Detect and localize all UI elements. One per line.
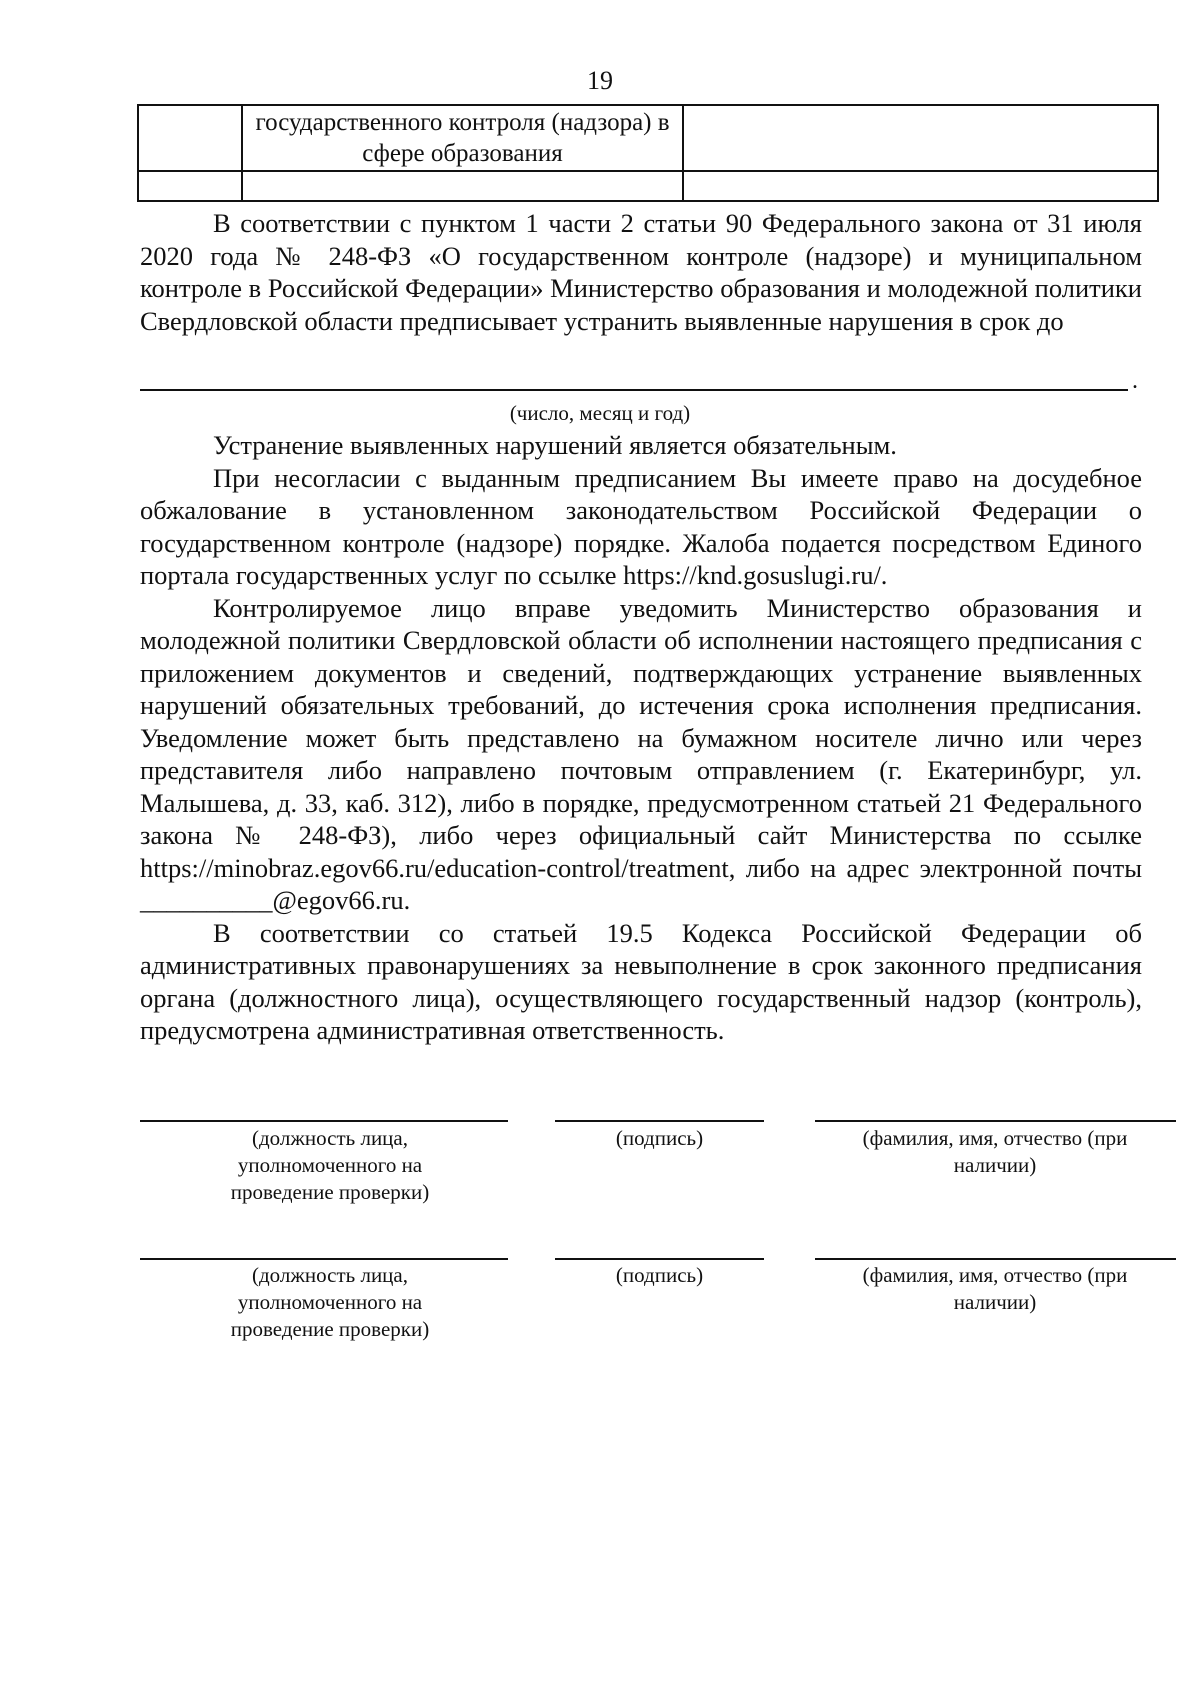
signature-line-sign: [555, 1258, 764, 1260]
signature-sign-label: (подпись): [615, 1263, 704, 1287]
paragraph-3: При несогласии с выданным предписанием Вы имеете право на досудебное обжалование в установленном законодательством Российской Федерации о государственном контроле (надзоре) порядке. Жалоба подается посредством Единого портала государственных услуг по ссылке https://knd.gosuslugi.ru/.: [140, 462, 1142, 590]
paragraph-5: В соответствии со статьей 19.5 Кодекса Российской Федерации об административных правонарушениях за невыполнение в срок законного предписания органа (должностного лица), осуществляющего государственный надзор (контроль), предусмотрена административная ответственность.: [140, 917, 1142, 1045]
paragraph-order: [140, 207, 1142, 337]
header-table: [137, 104, 1159, 202]
signature-position-label: (должность лица, уполномоченного на проведение проверки): [230, 1263, 430, 1341]
date-hint: (число, месяц и год): [509, 401, 691, 425]
table-cell-control-type: государственного контроля (надзора) в сфере образования: [242, 105, 683, 171]
table-cell: [242, 171, 683, 201]
table-cell: [138, 171, 242, 201]
table-cell: [683, 105, 1158, 171]
signature-sign-label: (подпись): [615, 1126, 704, 1150]
table-row: [138, 171, 1158, 201]
table-cell: [138, 105, 242, 171]
date-line-end: .: [1132, 368, 1138, 394]
paragraph-block: [140, 429, 1142, 1047]
table-cell: [683, 171, 1158, 201]
signature-line-sign: [555, 1120, 764, 1122]
signature-line-position: [140, 1120, 508, 1122]
table-row: [138, 105, 1158, 171]
page-number: 19: [587, 66, 613, 95]
paragraph-1: В соответствии с пунктом 1 части 2 статьи 90 Федерального закона от 31 июля 2020 года № 248-ФЗ «О государственном контроле (надзоре) и муниципальном контроле в Российской Федерации» Министерство образования и молодежной политики Свердловской области предписывает устранить выявленные нарушения в срок до: [140, 208, 1142, 336]
signature-line-name: [815, 1258, 1176, 1260]
paragraph-4: Контролируемое лицо вправе уведомить Министерство образования и молодежной политики Свердловской области об исполнении настоящего предписания с приложением документов и сведений, подтверждающих устранение выявленных нарушений обязательных требований, до истечения срока исполнения предписания. Уведомление может быть представлено на бумажном носителе лично или через представителя либо направлено почтовым отправлением (г. Екатеринбург, ул. Малышева, д. 33, каб. 312), либо в порядке, предусмотренном статьей 21 Федерального закона № 248-ФЗ), либо через официальный сайт Министерства по ссылке https://minobraz.egov66.ru/education-control/treatment, либо на адрес электронной почты __________@egov66.ru.: [140, 592, 1142, 915]
signature-name-label: (фамилия, имя, отчество (при наличии): [862, 1263, 1128, 1314]
paragraph-2: Устранение выявленных нарушений является обязательным.: [213, 430, 897, 460]
signature-position-label: (должность лица, уполномоченного на проведение проверки): [230, 1126, 430, 1204]
signature-line-name: [815, 1120, 1176, 1122]
signature-name-label: (фамилия, имя, отчество (при наличии): [862, 1126, 1128, 1177]
date-blank-line: [140, 389, 1128, 391]
signature-line-position: [140, 1258, 508, 1260]
